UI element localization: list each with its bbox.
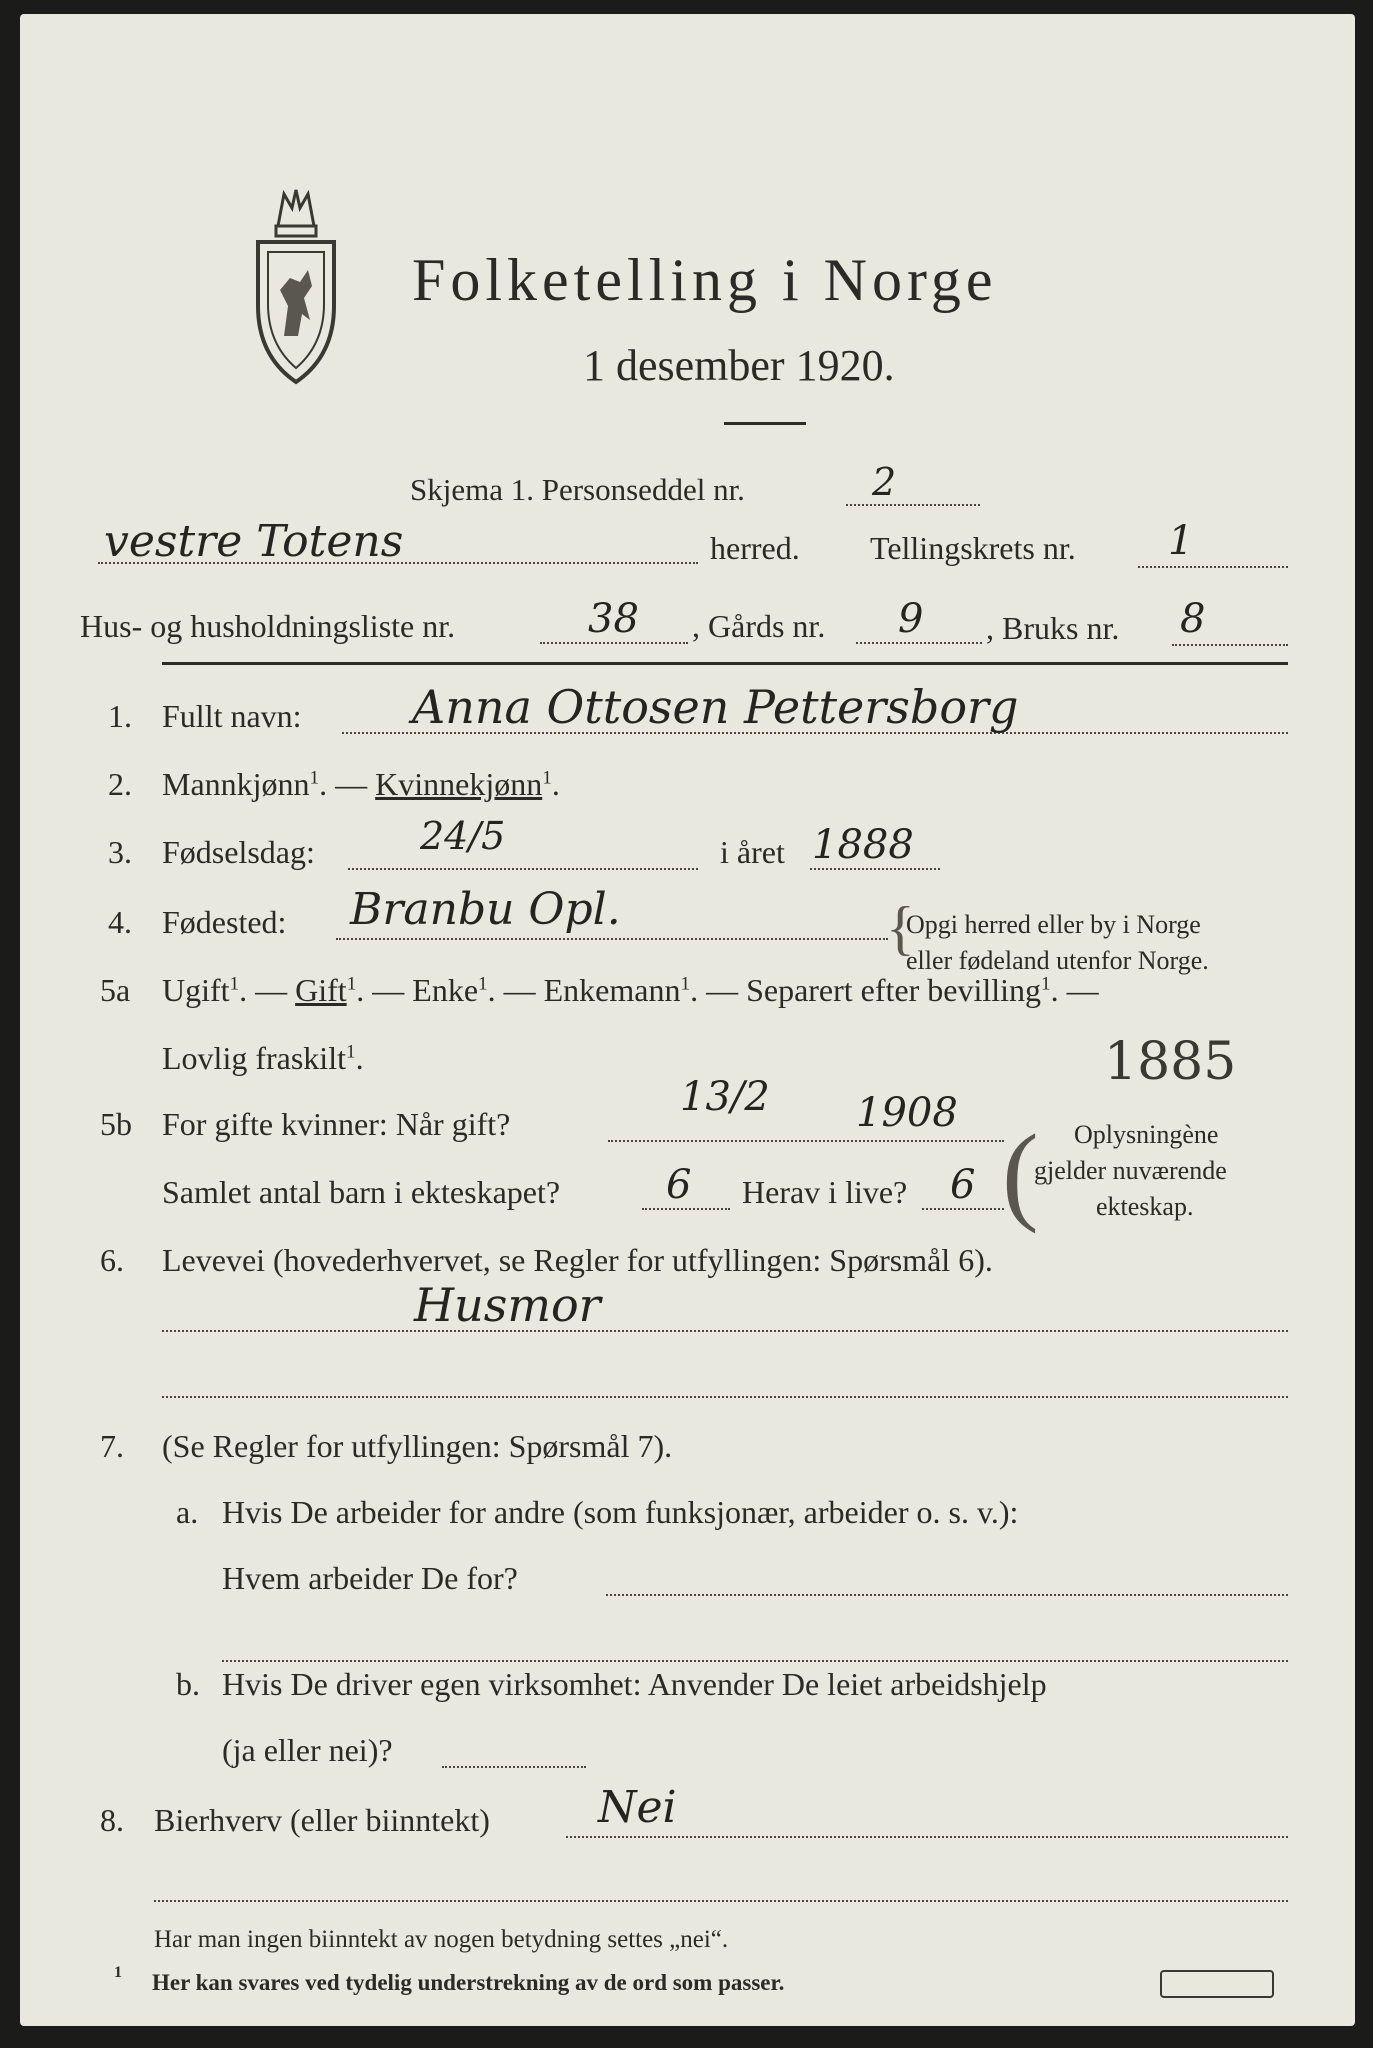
gift-option[interactable]: Gift (295, 972, 347, 1008)
gards-value: 9 (898, 596, 924, 642)
gards-field[interactable] (856, 642, 982, 644)
census-form (20, 14, 1355, 2026)
q7a-line-1: Hvis De arbeider for andre (som funksjonær, arbeider o. s. v.): (222, 1494, 1019, 1530)
margin-note: 1885 (1104, 1032, 1237, 1092)
q7-label: (Se Regler for utfyllingen: Spørsmål 7). (162, 1428, 673, 1464)
birthplace-value: Branbu Opl. (350, 884, 621, 935)
footnote-mark: 1 (114, 1964, 122, 1981)
bruks-label: , Bruks nr. (986, 610, 1120, 646)
enkemann-option[interactable]: Enkemann (543, 972, 681, 1008)
occupation-field-1[interactable] (162, 1330, 1288, 1332)
q5b-label: For gifte kvinner: Når gift? (162, 1106, 511, 1142)
employer-field-1[interactable] (606, 1594, 1288, 1596)
q4-note-1: Opgi herred eller by i Norge (906, 910, 1201, 939)
alive-label: Herav i live? (742, 1174, 908, 1210)
q2-options: Mannkjønn$^1$. — Kvinnekjønn$^1$. (162, 766, 560, 802)
q3-number: 3. (108, 834, 132, 870)
children-field[interactable] (642, 1208, 730, 1210)
tellingskrets-label: Tellingskrets nr. (870, 530, 1076, 566)
birthday-value: 24/5 (420, 814, 506, 858)
q5b-brace: ( (1002, 1112, 1039, 1234)
tellingskrets-field[interactable] (1138, 566, 1288, 568)
q1-label: Fullt navn: (162, 698, 302, 734)
schema-label: Skjema 1. Personseddel nr. (410, 472, 745, 507)
q8-label: Bierhverv (eller biinntekt) (154, 1802, 490, 1838)
form-title: Folketelling i Norge (412, 247, 998, 313)
alive-field[interactable] (922, 1208, 1004, 1210)
q1-number: 1. (108, 698, 132, 734)
q5a-number: 5a (100, 972, 131, 1008)
nei-note: Har man ingen biinntekt av nogen betydning settes „nei“. (154, 1926, 729, 1953)
herred-value: vestre Totens (104, 516, 404, 567)
q4-label: Fødested: (162, 904, 287, 940)
children-label: Samlet antal barn i ekteskapet? (162, 1174, 561, 1210)
q8-number: 8. (100, 1802, 124, 1838)
enke-option[interactable]: Enke (412, 972, 479, 1008)
bruks-value: 8 (1180, 596, 1206, 642)
hus-value: 38 (588, 596, 639, 642)
hus-field[interactable] (540, 642, 688, 644)
children-value: 6 (666, 1162, 692, 1208)
full-name-value: Anna Ottosen Pettersborg (412, 680, 1019, 734)
q7a-line-2: Hvem arbeider De for? (222, 1560, 518, 1596)
marriage-date-field[interactable] (608, 1140, 1004, 1142)
schema-number-value: 2 (872, 460, 897, 504)
q7a-number: a. (176, 1494, 199, 1530)
occupation-value: Husmor (414, 1278, 601, 1332)
q3-label: Fødselsdag: (162, 834, 315, 870)
marriage-year-value: 1908 (856, 1090, 958, 1136)
gards-label: , Gårds nr. (692, 608, 826, 644)
side-income-field-1[interactable] (566, 1836, 1288, 1838)
year-label: i året (720, 834, 785, 870)
alive-value: 6 (950, 1162, 976, 1208)
occupation-field-2[interactable] (162, 1396, 1288, 1398)
hus-label: Hus- og husholdningsliste nr. (80, 608, 456, 644)
female-option[interactable]: Kvinnekjønn (375, 766, 543, 802)
side-income-field-2[interactable] (154, 1900, 1288, 1902)
q4-note-2: eller fødeland utenfor Norge. (906, 946, 1209, 975)
bruks-field[interactable] (1172, 644, 1288, 646)
fraskilt-line: Lovlig fraskilt$^1$. (162, 1040, 364, 1076)
birth-year-value: 1888 (812, 822, 914, 868)
marital-options: Ugift$^1$. — Gift$^1$. — Enke$^1$. — Enkemann$^1$. — Separert efter bevilling$^1$. — (162, 972, 1099, 1008)
side-income-value: Nei (598, 1782, 677, 1833)
marriage-date-value: 13/2 (680, 1074, 770, 1120)
schema-number-field[interactable] (846, 504, 980, 506)
employer-field-2[interactable] (222, 1660, 1288, 1662)
separert-option[interactable]: Separert efter bevilling (746, 972, 1042, 1008)
fraskilt-option[interactable]: Lovlig fraskilt (162, 1040, 346, 1076)
q2-number: 2. (108, 766, 132, 802)
q6-label: Levevei (hovederhvervet, se Regler for utfyllingen: Spørsmål 6). (162, 1242, 993, 1278)
q7-number: 7. (100, 1428, 124, 1464)
q7b-line-1: Hvis De driver egen virksomhet: Anvender De leiet arbeidshjelp (222, 1666, 1047, 1702)
herred-label: herred. (710, 530, 800, 566)
footnote-text: Her kan svares ved tydelig understrekning av de ord som passer. (152, 1970, 785, 1995)
q5b-note-2: gjelder nuværende (1034, 1156, 1227, 1185)
title-divider (724, 422, 806, 425)
q7b-line-2: (ja eller nei)? (222, 1732, 393, 1768)
q4-number: 4. (108, 904, 132, 940)
q7b-number: b. (176, 1666, 200, 1702)
birthday-field[interactable] (348, 868, 698, 870)
printer-stamp (1160, 1970, 1274, 1998)
male-option[interactable]: Mannkjønn (162, 766, 310, 802)
q6-number: 6. (100, 1242, 124, 1278)
birth-year-field[interactable] (810, 868, 940, 870)
q5b-note-1: Oplysningène (1074, 1120, 1219, 1149)
tellingskrets-value: 1 (1168, 518, 1194, 564)
header-divider (162, 662, 1288, 665)
form-date: 1 desember 1920. (583, 341, 895, 390)
q5b-note-3: ekteskap. (1096, 1192, 1194, 1221)
birthplace-field[interactable] (336, 938, 888, 940)
coat-of-arms-icon (248, 186, 344, 386)
q5b-number: 5b (100, 1106, 132, 1142)
hired-help-field[interactable] (442, 1766, 586, 1768)
q4-brace: { (886, 895, 915, 961)
ugift-option[interactable]: Ugift (162, 972, 230, 1008)
